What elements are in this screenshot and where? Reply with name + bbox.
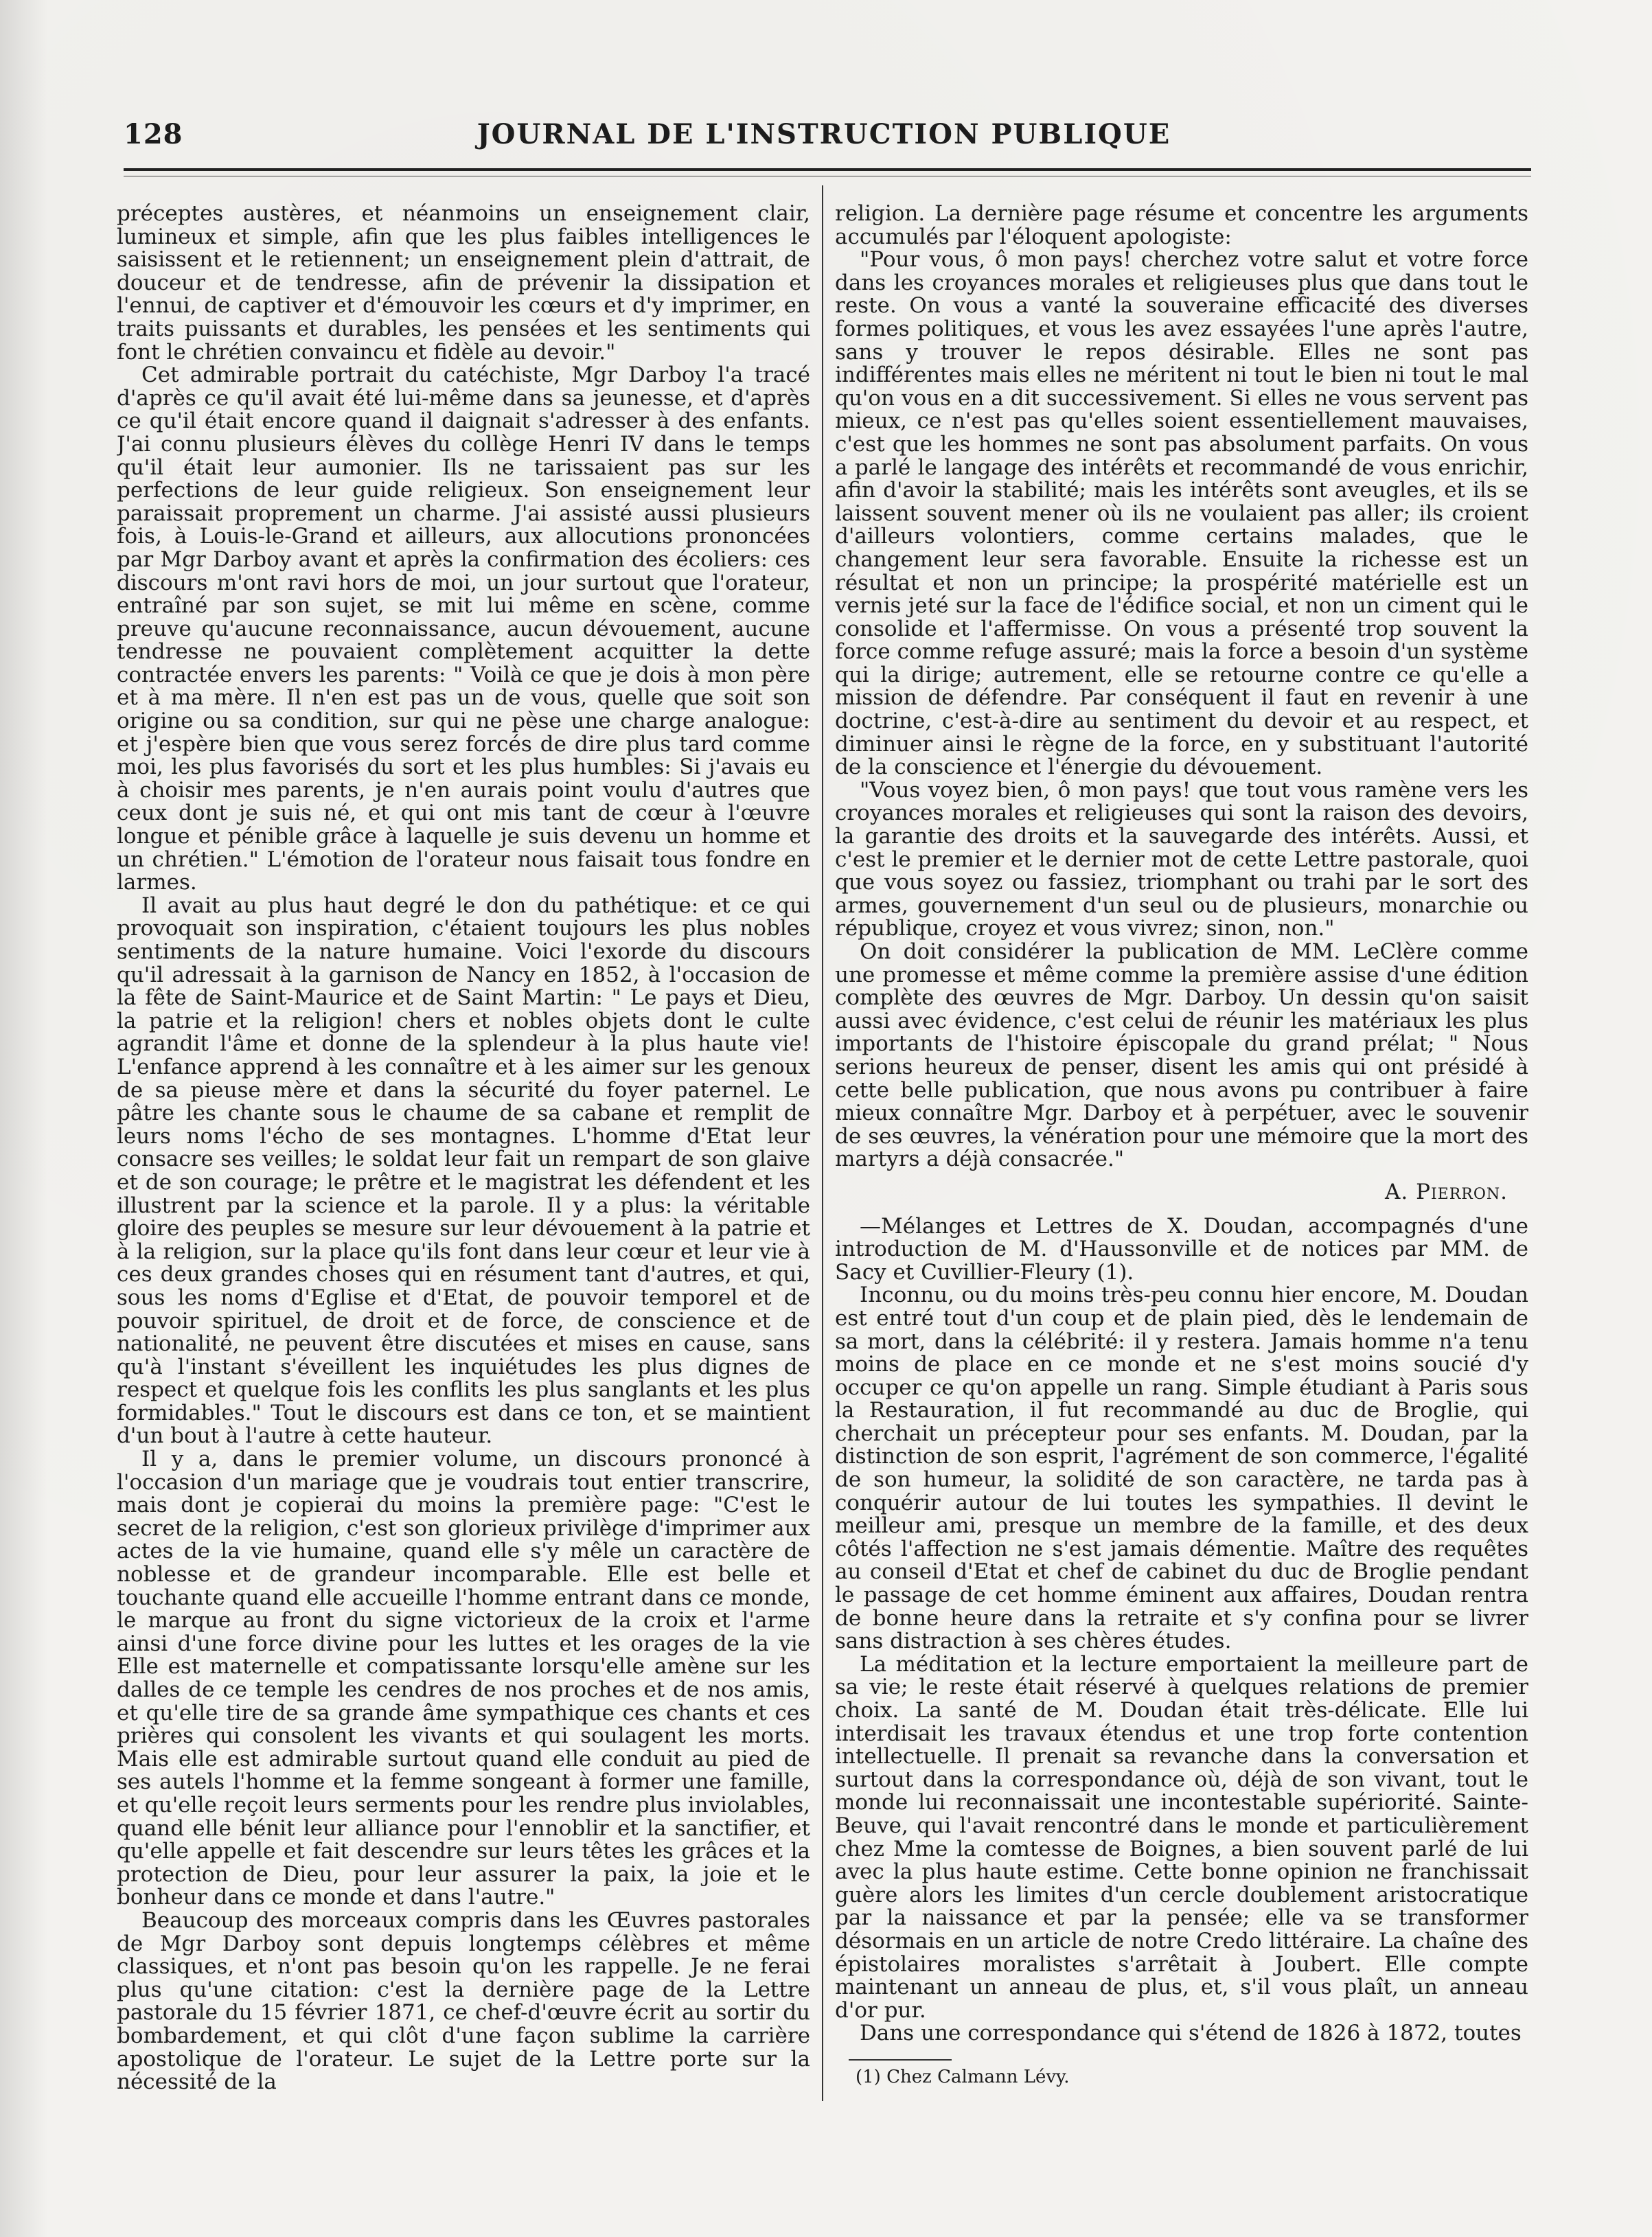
left-column bbox=[117, 203, 810, 2098]
journal-title: JOURNAL DE L'INSTRUCTION PUBLIQUE bbox=[477, 118, 1171, 150]
right-paragraph-8: Dans une correspondance qui s'étend de 1826 à 1872, toutes bbox=[860, 2021, 1522, 2046]
right-paragraph-5: —Mélanges et Lettres de X. Doudan, accompagnés d'une introduction de M. d'Haussonville et de notices par MM. de Sacy et Cuvillier-Fleury (1). bbox=[835, 1213, 1528, 1285]
right-paragraph-7: La méditation et la lecture emportaient la meilleure part de sa vie; le reste était réservé à quelques relations de premier choix. La santé de M. Doudan était très-délicate. Elle lui interdisait les travaux étendus et une trop forte contention intellectuelle. Il prenait sa revanche dans la conversation et surtout dans la correspondance où, déjà de son vivant, tout le monde lui reconnaissait une incontestable supériorité. Sainte-Beuve, qui l'avait rencontré dans le monde et particulièrement chez Mme la comtesse de Boignes, a bien souvent parlé de lui avec la plus haute estime. Cette bonne opinion ne franchissait guère alors les limites d'un cercle doublement aristocratique par la naissance et par la pensée; elle va se transformer désormais en un article de notre Credo littéraire. La chaîne des épistolaires moralistes s'arrêtait à Joubert. Elle compte maintenant un anneau de plus, et, s'il vous plaît, un anneau d'or pur. bbox=[835, 1651, 1528, 2023]
left-paragraph-2: Cet admirable portrait du catéchiste, Mgr Darboy l'a tracé d'après ce qu'il avait été lui-même dans sa jeunesse, et d'après ce qu'il était encore quand il daignait s'adresser à des enfants. J'ai connu plusieurs élèves du collège Henri IV dans le temps qu'il était leur aumonier. Ils ne tarissaient pas sur les perfections de leur guide religieux. Son enseignement leur paraissait proprement un charme. J'ai assisté aussi plusieurs fois, à Louis-le-Grand et ailleurs, aux allocutions prononcées par Mgr Darboy avant et après la confirmation des écoliers: ces discours m'ont ravi hors de moi, un jour surtout que l'orateur, entraîné par son sujet, se mit lui même en scène, comme preuve qu'aucune reconnaissance, aucun dévouement, aucune tendresse ne pouvaient complètement acquitter la dette contractée envers les parents: " Voilà ce que je dois à mon père et à ma mère. Il n'en est pas un de vous, quelle que soit son origine ou sa condition, sur qui ne pèse une charge analogue: et j'espère bien que vous serez forcés de dire plus tard comme moi, les plus favorisés du sort et les plus humbles: Si j'avais eu à choisir mes parents, je n'en aurais point voulu d'autres que ceux dont je suis né, et qui ont mis tant de cœur à l'œuvre longue et pénible grâce à laquelle je suis devenu un homme et un chrétien." L'émotion de l'orateur nous faisait tous fondre en larmes. bbox=[117, 363, 810, 895]
scan-edge-shadow bbox=[0, 0, 48, 2237]
right-paragraph-6: Inconnu, ou du moins très-peu connu hier encore, M. Doudan est entré tout d'un coup et de plain pied, dès le lendemain de sa mort, dans la célébrité: il y restera. Jamais homme n'a tenu moins de place en ce monde et ne s'est moins soucié d'y occuper ce qu'on appelle un rang. Simple étudiant à Paris sous la Restauration, il fut recommandé au duc de Broglie, qui cherchait un précepteur pour ses enfants. M. Doudan, par la distinction de son esprit, l'agrément de son commerce, l'égalité de son humeur, la solidité de son caractère, ne tarda pas à conquérir autour de lui toutes les sympathies. Il devint le meilleur ami, presque un membre de la famille, et des deux côtés l'affection ne s'est jamais démentie. Maître des requêtes au conseil d'Etat et chef de cabinet du duc de Broglie pendant le passage de cet homme éminent aux affaires, Doudan rentra de bonne heure dans la retraite et s'y confina pour se livrer sans distraction à ses chères études. bbox=[835, 1283, 1528, 1654]
footnote: (1) Chez Calmann Lévy. bbox=[856, 2066, 1070, 2087]
page-number: 128 bbox=[124, 118, 183, 150]
left-paragraph-4: Il y a, dans le premier volume, un discours prononcé à l'occasion d'un mariage que je voudrais tout entier transcrire, mais dont je copierai du moins la première page: "C'est le secret de la religion, c'est son glorieux privilège d'imprimer aux actes de la vie humaine, quand elle s'y mêle un caractère de noblesse et de grandeur incomparable. Elle est belle et touchante quand elle accueille l'homme entrant dans ce monde, le marque au front du signe victorieux de la croix et l'arme ainsi d'une force divine pour les luttes et les orages de la vie Elle est maternelle et compatissante lorsqu'elle amène sur les dalles de ce temple les cendres de nos proches et de nos amis, et qu'elle tire de sa grande âme sympathique ces chants et ces prières qui consolent les vivants et qui soulagent les morts. Mais elle est admirable surtout quand elle conduit au pied de ses autels l'homme et la femme songeant à former une famille, et qu'elle reçoit leurs serments pour les rendre plus inviolables, quand elle bénit leur alliance pour l'ennoblir et la sanctifier, et qu'elle appelle et fait descendre sur leurs têtes les grâces et la protection de Dieu, pour leur assurer la paix, la joie et le bonheur dans ce monde et dans l'autre." bbox=[117, 1447, 810, 1910]
right-paragraph-4: On doit considérer la publication de MM. LeClère comme une promesse et même comme la première assise d'une édition complète des œuvres de Mgr. Darboy. Un dessin qu'on saisit aussi avec évidence, c'est celui de réunir les matériaux les plus importants de l'histoire épiscopale du grand prélat; " Nous serions heureux de penser, disent les amis qui ont présidé à cette belle publication, que nous avons pu contribuer à faire mieux connaître Mgr. Darboy et à perpétuer, avec le souvenir de ses œuvres, la vénération pour une mémoire que la mort des martyrs a déjà consacrée." bbox=[835, 939, 1528, 1172]
author-signature: A. Pierron. bbox=[1385, 1179, 1508, 1204]
left-paragraph-1: préceptes austères, et néanmoins un enseignement clair, lumineux et simple, afin que les plus faibles intelligences le saisissent et le retiennent; un enseignement plein d'attrait, de douceur et de tendresse, afin de prévenir la dissipation et l'ennui, de captiver et d'émouvoir les cœurs et d'y imprimer, en traits puissants et durables, les pensées et les sentiments qui font le chrétien convaincu et fidèle au devoir." bbox=[117, 203, 810, 365]
left-paragraph-3: Il avait au plus haut degré le don du pathétique: et ce qui provoquait son inspiration, c'étaient toujours les plus nobles sentiments de la nature humaine. Voici l'exorde du discours qu'il adressait à la garnison de Nancy en 1852, à l'occasion de la fête de Saint-Maurice et de Saint Martin: " Le pays et Dieu, la patrie et la religion! chers et nobles objets dont le culte agrandit l'âme et donne de la splendeur à la plus haute vie! L'enfance apprend à les connaître et à les aimer sur les genoux de sa pieuse mère et dans la sécurité du foyer paternel. Le pâtre les chante sous le chaume de sa cabane et remplit de leurs noms l'écho de ses montagnes. L'homme d'Etat leur consacre ses veilles; le soldat leur fait un rempart de son glaive et de son courage; le prêtre et le magistrat les défendent et les illustrent par la science et la parole. Il y a plus: la véritable gloire des peuples se mesure sur leur dévouement à la patrie et à la religion, sur la place qu'ils font dans leur cœur et leur vie à ces deux grandes choses qui en résument tant d'autres, et qui, sous les noms d'Eglise et d'Etat, de pouvoir temporel et de pouvoir spirituel, de droit et de force, de conscience et de nationalité, ne peuvent être discutées et mises en cause, sans qu'à l'instant s'éveillent les inquiétudes les plus dignes de respect et quelque fois les conflits les plus sanglants et les plus formidables." Tout le discours est dans ce ton, et se maintient d'un bout à l'autre à cette hauteur. bbox=[117, 893, 810, 1449]
page-header bbox=[117, 110, 1531, 158]
right-paragraph-3: "Vous voyez bien, ô mon pays! que tout vous ramène vers les croyances morales et religieuses qui sont la raison des devoirs, la garantie des droits et la sauvegarde des intérêts. Aussi, et c'est le premier et le dernier mot de cette Lettre pastorale, quoi que vous soyez ou fassiez, triomphant ou trahi par le sort des armes, gouvernement d'un seul ou de plusieurs, monarchie ou république, croyez et vous vivrez; sinon, non." bbox=[835, 777, 1528, 941]
footnote-rule bbox=[849, 2059, 952, 2061]
right-paragraph-2: "Pour vous, ô mon pays! cherchez votre salut et votre force dans les croyances morales et religieuses plus que dans tout le reste. On vous a vanté la souveraine efficacité des diverses formes politiques, et vous les avez essayées l'une après l'autre, sans y trouver le repos désirable. Elles ne sont pas indifférentes mais elles ne méritent ni tout le bien ni tout le mal qu'on vous en a dit successivement. Si elles ne vous servent pas mieux, ce n'est pas qu'elles soient essentiellement mauvaises, c'est que les hommes ne sont pas absolument parfaits. On vous a parlé le langage des intérêts et recommandé de vous enrichir, afin d'avoir la stabilité; mais les intérêts sont aveugles, et ils se laissent souvent mener où ils ne voulaient pas aller; ils croient d'ailleurs volontiers, comme certains malades, que le changement leur sera favorable. Ensuite la richesse est un résultat et non un principe; la prospérité matérielle est un vernis jeté sur la face de l'édifice social, et non un ciment qui le consolide et l'affermisse. On vous a présenté trop souvent la force comme refuge assuré; mais la force a besoin d'un système qui la dirige; autrement, elle se retourne contre ce qu'elle a mission de défendre. Par conséquent il faut en revenir à une doctrine, c'est-à-dire au sentiment du devoir et au respect, et diminuer ainsi le règne de la force, en y substituant l'autorité de la conscience et l'énergie du dévouement. bbox=[835, 247, 1528, 780]
column-divider bbox=[822, 185, 823, 2101]
left-paragraph-5: Beaucoup des morceaux compris dans les Œuvres pastorales de Mgr Darboy sont depuis longtemps célèbres et même classiques, et n'ont pas besoin qu'on les rappelle. Je ne ferai plus qu'une citation: c'est la dernière page de la Lettre pastorale du 15 février 1871, ce chef-d'œuvre écrit au sortir du bombardement, et qui clôt d'une façon sublime la carrière apostolique de l'orateur. Le sujet de la Lettre porte sur la nécessité de la bbox=[117, 1907, 810, 2095]
right-column bbox=[835, 203, 1528, 2098]
right-paragraph-1: religion. La dernière page résume et concentre les arguments accumulés par l'éloquent apologiste: bbox=[835, 203, 1528, 249]
header-rule-thick bbox=[124, 168, 1531, 171]
